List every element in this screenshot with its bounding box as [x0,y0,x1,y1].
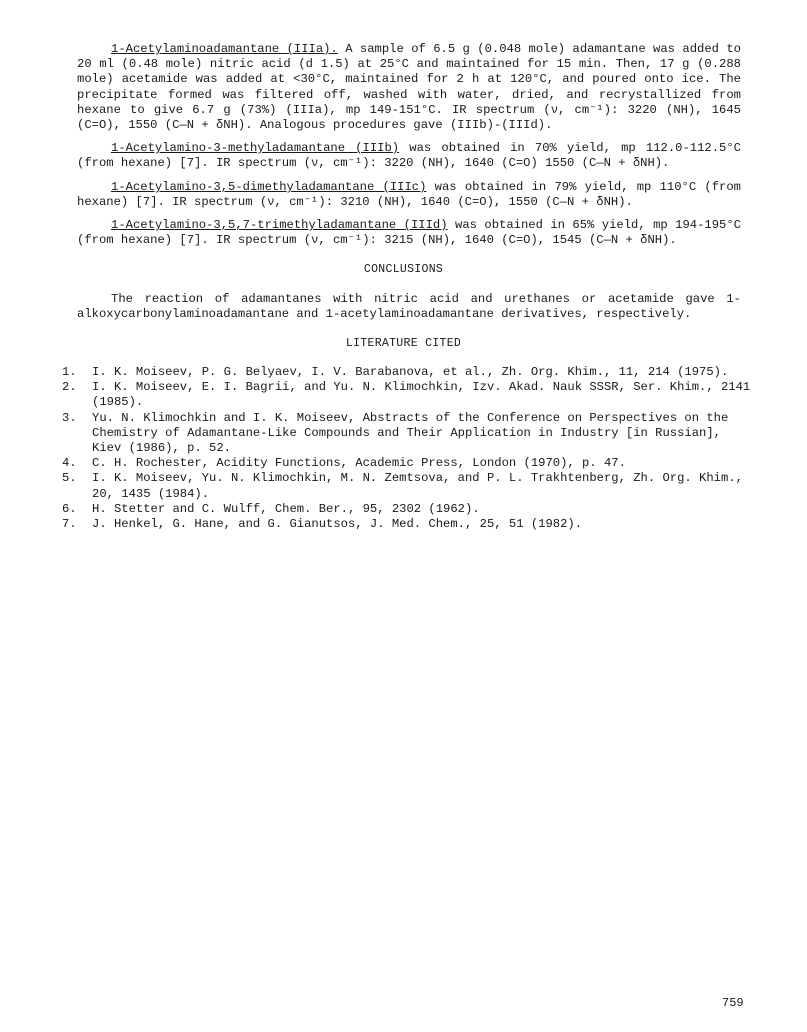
paragraph-iiid [77,218,741,248]
compound-heading-iiia: 1-Acetylaminoadamantane (IIIa). [111,42,338,56]
reference-text: I. K. Moiseev, P. G. Belyaev, I. V. Barabanova, et al., Zh. Org. Khim., 11, 214 (1975). [92,365,729,379]
reference-number: 1. [62,365,77,379]
literature-cited-heading: LITERATURE CITED [345,337,462,350]
reference-number: 3. [62,410,77,425]
reference-number: 2. [62,380,77,395]
reference-number: 7. [62,517,77,532]
reference-list [62,365,752,532]
reference-item [62,380,752,410]
compound-heading-iiib: 1-Acetylamino-3-methyladamantane (IIIb) [111,141,400,155]
reference-item [62,456,752,471]
compound-heading-iiic: 1-Acetylamino-3,5-dimethyladamantane (IIIc) [111,180,427,194]
paragraph-iiib-text: was obtained in 70% yield, mp 112.0-112.5°C (from hexane) [7]. IR spectrum (ν, cm⁻¹): 3220 (NH), 1640 (C=O) 1550 (C—N + δNH). [77,141,741,171]
reference-text: C. H. Rochester, Acidity Functions, Academic Press, London (1970), p. 47. [92,456,626,471]
reference-text: Yu. N. Klimochkin and I. K. Moiseev, Abstracts of the Conference on Perspectives on the Chemistry of Adamantane-Like Compounds and Their Application in Industry [in Russian], Kiev (1986), p. 52. [92,410,729,456]
conclusions-text: The reaction of adamantanes with nitric acid and urethanes or acetamide gave 1-alkoxycarbonylaminoadamantane and 1-acetylaminoadamantane derivatives, respectively. [77,292,741,322]
reference-item [62,471,752,501]
paragraph-iiib [77,141,741,171]
reference-text: I. K. Moiseev, Yu. N. Klimochkin, M. N. Zemtsova, and P. L. Trakhtenberg, Zh. Org. Khim., 20, 1435 (1984). [92,471,743,501]
reference-text: J. Henkel, G. Hane, and G. Gianutsos, J. Med. Chem., 25, 51 (1982). [92,517,583,532]
paragraph-iiid-text: was obtained in 65% yield, mp 194-195°C (from hexane) [7]. IR spectrum (ν, cm⁻¹): 3215 (NH), 1640 (C=O), 1545 (C—N + δNH). [77,218,741,248]
compound-heading-iiid: 1-Acetylamino-3,5,7-trimethyladamantane (IIId) [111,218,448,232]
paragraph-iiic-text: was obtained in 79% yield, mp 110°C (from hexane) [7]. IR spectrum (ν, cm⁻¹): 3210 (NH), 1640 (C=O), 1550 (C—N + δNH). [77,180,741,210]
conclusions-heading: CONCLUSIONS [363,263,444,276]
reference-item [62,502,752,517]
page-number: 759 [722,996,744,1010]
reference-item [62,517,752,532]
reference-text: H. Stetter and C. Wulff, Chem. Ber., 95, 2302 (1962). [92,501,480,516]
reference-text: I. K. Moiseev, E. I. Bagrii, and Yu. N. Klimochkin, Izv. Akad. Nauk SSSR, Ser. Khim., 2141 (1985). [92,380,751,410]
paragraph-iiic [77,180,741,210]
paragraph-iiia-text: A sample of 6.5 g (0.048 mole) adamantane was added to 20 ml (0.48 mole) nitric acid (d 1.5) at 25°C and maintained for 15 min. Then, 17 g (0.288 mole) acetamide was added at <30°C, maintained for 2 h at 120°C, and poured onto ice. The precipitate formed was filtered off, washed with water, dried, and recrystallized from hexane to give 6.7 g (73%) (IIIa), mp 149-151°C. IR spectrum (ν, cm⁻¹): 3220 (NH), 1645 (C=O), 1550 (C—N + δNH). Analogous procedures gave (IIIb)-(IIId). [77,42,741,133]
reference-item [62,411,752,457]
reference-item [62,365,752,380]
reference-number: 4. [62,456,77,471]
paragraph-iiia [77,42,741,133]
reference-number: 5. [62,471,77,486]
reference-number: 6. [62,501,77,516]
